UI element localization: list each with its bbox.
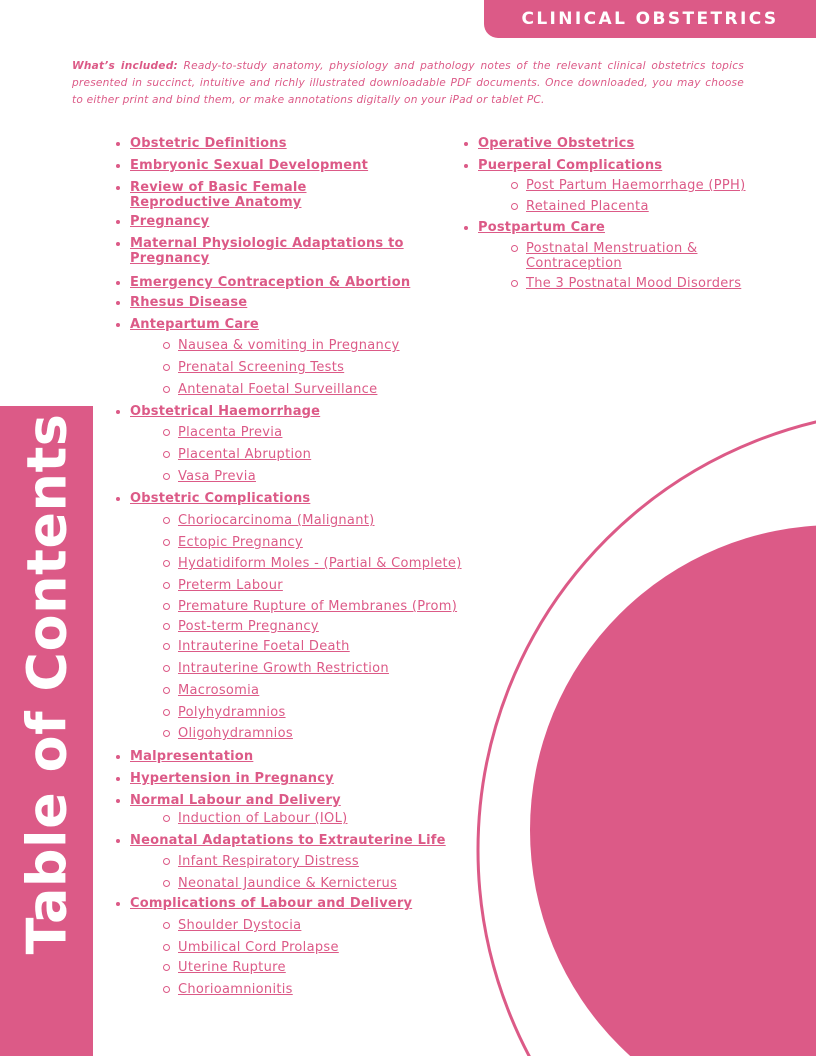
toc-subsection-link[interactable]: Neonatal Jaundice & Kernicterus — [178, 876, 398, 891]
toc-section-link[interactable]: Review of Basic Female Reproductive Anatomy — [130, 180, 307, 210]
circle-bullet-icon — [163, 623, 170, 630]
bullet-icon — [116, 799, 120, 803]
toc-subsection — [178, 683, 259, 698]
toc-section — [130, 793, 341, 808]
circle-bullet-icon — [511, 280, 518, 287]
toc-subsection-link[interactable]: Macrosomia — [178, 683, 260, 698]
toc-section — [130, 317, 259, 332]
decorative-circle-fill — [530, 525, 816, 1056]
toc-section — [478, 220, 605, 235]
toc-subsection-link[interactable]: Shoulder Dystocia — [178, 918, 302, 933]
circle-bullet-icon — [163, 582, 170, 589]
toc-subsection — [526, 178, 746, 193]
circle-bullet-icon — [163, 364, 170, 371]
toc-subsection — [178, 425, 282, 440]
toc-section — [130, 180, 330, 210]
toc-section — [130, 236, 410, 266]
toc-subsection-link[interactable]: Placenta Previa — [178, 425, 283, 440]
toc-subsection-link[interactable]: The 3 Postnatal Mood Disorders — [526, 276, 742, 291]
circle-bullet-icon — [511, 245, 518, 252]
circle-bullet-icon — [163, 517, 170, 524]
toc-subsection — [178, 639, 350, 654]
toc-subsection — [178, 360, 344, 375]
toc-section — [130, 158, 368, 173]
toc-section-link[interactable]: Hypertension in Pregnancy — [130, 771, 334, 786]
bullet-icon — [116, 281, 120, 285]
toc-subsection — [178, 960, 286, 975]
toc-section — [130, 833, 446, 848]
circle-bullet-icon — [163, 858, 170, 865]
circle-bullet-icon — [163, 986, 170, 993]
toc-subsection-link[interactable]: Umbilical Cord Prolapse — [178, 940, 339, 955]
toc-section-link[interactable]: Malpresentation — [130, 749, 254, 764]
toc-section — [130, 295, 247, 310]
toc-subsection — [178, 513, 375, 528]
toc-subsection-link[interactable]: Infant Respiratory Distress — [178, 854, 359, 869]
circle-bullet-icon — [163, 687, 170, 694]
toc-subsection — [178, 982, 293, 997]
toc-subsection-link[interactable]: Postnatal Menstruation & Contraception — [526, 241, 698, 271]
toc-section-link[interactable]: Normal Labour and Delivery — [130, 793, 341, 808]
toc-subsection — [178, 535, 303, 550]
toc-subsection-link[interactable]: Post Partum Haemorrhage (PPH) — [526, 178, 746, 193]
toc-section — [478, 136, 635, 151]
toc-subsection — [178, 940, 339, 955]
toc-subsection-link[interactable]: Antenatal Foetal Surveillance — [178, 382, 378, 397]
circle-bullet-icon — [163, 560, 170, 567]
circle-bullet-icon — [163, 539, 170, 546]
toc-section-link[interactable]: Maternal Physiologic Adaptations to Pregnancy — [130, 236, 404, 266]
toc-subsection — [526, 199, 649, 214]
toc-section-link[interactable]: Rhesus Disease — [130, 295, 248, 310]
toc-section-link[interactable]: Operative Obstetrics — [478, 136, 635, 151]
circle-bullet-icon — [163, 473, 170, 480]
toc-section — [130, 749, 253, 764]
circle-bullet-icon — [163, 964, 170, 971]
intro-label: What’s included: — [72, 60, 178, 72]
toc-subsection-link[interactable]: Intrauterine Growth Restriction — [178, 661, 389, 676]
toc-subsection-link[interactable]: Polyhydramnios — [178, 705, 286, 720]
toc-subsection-link[interactable]: Retained Placenta — [526, 199, 649, 214]
circle-bullet-icon — [163, 429, 170, 436]
toc-subsection — [178, 556, 462, 571]
toc-section-link[interactable]: Embryonic Sexual Development — [130, 158, 369, 173]
toc-section-link[interactable]: Obstetric Definitions — [130, 136, 287, 151]
toc-section — [130, 896, 412, 911]
toc-section — [130, 214, 209, 229]
toc-subsection-link[interactable]: Oligohydramnios — [178, 726, 293, 741]
intro-text: Ready-to-study anatomy, physiology and pathology notes of the relevant clinical obstetrics topics presented in succinct, intuitive and richly illustrated downloadable PDF documents. Once downloaded, you may choose to either print and bind them, or make annotations digitally on your iPad or tablet PC. — [72, 60, 744, 106]
circle-bullet-icon — [163, 451, 170, 458]
circle-bullet-icon — [511, 203, 518, 210]
toc-subsection-link[interactable]: Chorioamnionitis — [178, 982, 293, 997]
header-tab — [484, 0, 816, 38]
toc-subsection-link[interactable]: Hydatidiform Moles - (Partial & Complete) — [178, 556, 462, 571]
bullet-icon — [116, 777, 120, 781]
bullet-icon — [116, 242, 120, 246]
circle-bullet-icon — [163, 922, 170, 929]
toc-section-link[interactable]: Pregnancy — [130, 214, 210, 229]
circle-bullet-icon — [163, 944, 170, 951]
toc-section — [478, 158, 662, 173]
toc-subsection — [178, 469, 256, 484]
circle-bullet-icon — [163, 342, 170, 349]
toc-subsection-link[interactable]: Post-term Pregnancy — [178, 619, 319, 634]
bullet-icon — [116, 839, 120, 843]
bullet-icon — [464, 142, 468, 146]
toc-subsection-link[interactable]: Induction of Labour (IOL) — [178, 811, 348, 826]
toc-subsection-link[interactable]: Vasa Previa — [178, 469, 256, 484]
toc-section-link[interactable]: Puerperal Complications — [478, 158, 663, 173]
toc-subsection — [178, 599, 457, 614]
toc-section-link[interactable]: Neonatal Adaptations to Extrauterine Life — [130, 833, 446, 848]
bullet-icon — [116, 902, 120, 906]
toc-section — [130, 275, 410, 290]
toc-subsection — [178, 854, 359, 869]
toc-section-link[interactable]: Emergency Contraception & Abortion — [130, 275, 411, 290]
toc-section-link[interactable]: Postpartum Care — [478, 220, 605, 235]
bullet-icon — [116, 497, 120, 501]
toc-subsection — [178, 619, 319, 634]
toc-section-link[interactable]: Complications of Labour and Delivery — [130, 896, 413, 911]
bullet-icon — [116, 410, 120, 414]
toc-subsection-link[interactable]: Nausea & vomiting in Pregnancy — [178, 338, 400, 353]
bullet-icon — [116, 301, 120, 305]
intro-paragraph — [72, 58, 744, 109]
circle-bullet-icon — [163, 880, 170, 887]
toc-subsection — [178, 338, 400, 353]
toc-subsection-link[interactable]: Premature Rupture of Membranes (Prom) — [178, 599, 458, 614]
toc-section-link[interactable]: Obstetrical Haemorrhage — [130, 404, 321, 419]
toc-section-link[interactable]: Obstetric Complications — [130, 491, 311, 506]
toc-subsection — [178, 876, 397, 891]
toc-subsection — [526, 241, 726, 271]
sidebar-title: Table of Contents — [15, 413, 79, 955]
toc-subsection — [178, 705, 286, 720]
toc-subsection — [178, 661, 389, 676]
toc-subsection — [178, 811, 348, 826]
toc-subsection-link[interactable]: Prenatal Screening Tests — [178, 360, 345, 375]
toc-section — [130, 491, 310, 506]
toc-section — [130, 404, 320, 419]
circle-bullet-icon — [163, 643, 170, 650]
toc-subsection — [178, 578, 283, 593]
toc-subsection — [178, 918, 301, 933]
toc-subsection-link[interactable]: Uterine Rupture — [178, 960, 286, 975]
bullet-icon — [116, 755, 120, 759]
circle-bullet-icon — [163, 815, 170, 822]
bullet-icon — [116, 142, 120, 146]
toc-subsection — [178, 447, 311, 462]
toc-section — [130, 136, 287, 151]
bullet-icon — [464, 164, 468, 168]
toc-subsection — [178, 382, 377, 397]
toc-subsection-link[interactable]: Choriocarcinoma (Malignant) — [178, 513, 375, 528]
circle-bullet-icon — [163, 665, 170, 672]
toc-subsection-link[interactable]: Preterm Labour — [178, 578, 283, 593]
toc-subsection — [526, 276, 741, 291]
toc-subsection — [178, 726, 293, 741]
bullet-icon — [116, 323, 120, 327]
bullet-icon — [464, 226, 468, 230]
circle-bullet-icon — [511, 182, 518, 189]
circle-bullet-icon — [163, 730, 170, 737]
circle-bullet-icon — [163, 603, 170, 610]
bullet-icon — [116, 186, 120, 190]
header-title: CLINICAL OBSTETRICS — [521, 9, 779, 29]
circle-bullet-icon — [163, 386, 170, 393]
toc-section-link[interactable]: Antepartum Care — [130, 317, 259, 332]
bullet-icon — [116, 220, 120, 224]
bullet-icon — [116, 164, 120, 168]
circle-bullet-icon — [163, 709, 170, 716]
toc-section — [130, 771, 334, 786]
toc-subsection-link[interactable]: Ectopic Pregnancy — [178, 535, 303, 550]
toc-subsection-link[interactable]: Placental Abruption — [178, 447, 312, 462]
toc-subsection-link[interactable]: Intrauterine Foetal Death — [178, 639, 350, 654]
